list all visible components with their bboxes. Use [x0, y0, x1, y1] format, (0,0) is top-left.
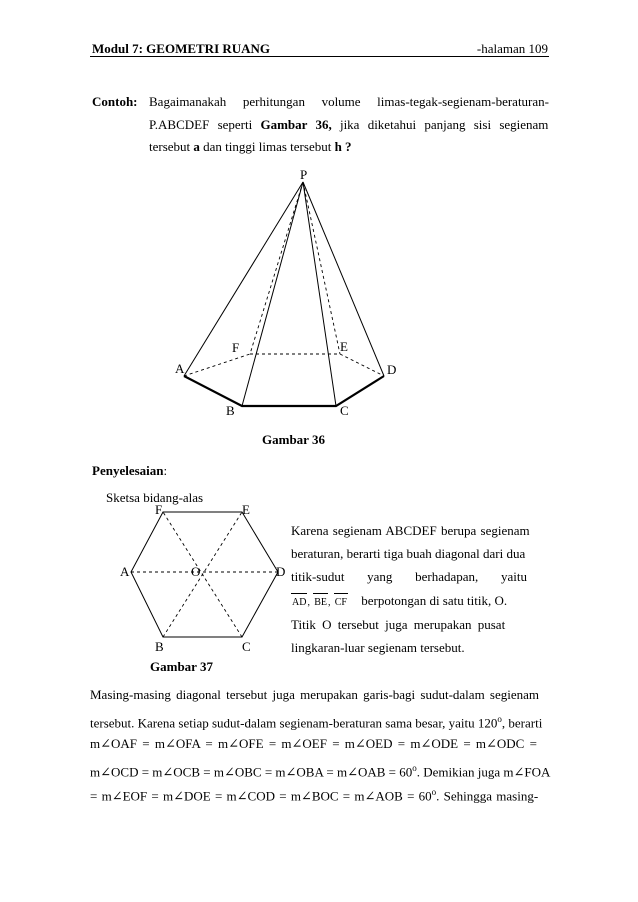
edge-PB [242, 182, 303, 406]
base-front-edges [184, 376, 384, 406]
solution-label-text: Penyelesaian [92, 463, 164, 478]
right-text-rest: berpotongan di satu titik, O. [361, 593, 508, 608]
solution-colon: : [163, 463, 168, 478]
example-line-1 [149, 94, 549, 110]
example-word: limas-tegak-segienam-beraturan- [377, 94, 549, 109]
paragraph-line-5 [90, 784, 549, 804]
paragraph-text: , berarti [501, 715, 543, 731]
paragraph-line-3: m∠OAF = m∠OFA = m∠OFE = m∠OEF = m∠OED = m∠ODE = m∠ODC = [90, 736, 537, 751]
segment-AD: AD [291, 595, 307, 611]
right-text-line-2: beraturan, berarti tiga buah diagonal dari dua [291, 546, 526, 561]
example-text: tersebut [149, 139, 194, 154]
example-text: dan tinggi limas tersebut [199, 139, 335, 154]
figure-37-caption: Gambar 37 [150, 659, 213, 674]
segment-CF: CF [334, 595, 348, 611]
hex-label-E: E [242, 502, 250, 517]
vertex-label-D: D [387, 362, 397, 377]
right-text-word: yang [367, 569, 393, 584]
figure-ref: Gambar 36, [260, 117, 332, 132]
hex-label-B: B [155, 639, 164, 652]
right-text-line-3 [291, 569, 527, 585]
hex-label-A: A [120, 564, 130, 579]
example-text: jika diketahui panjang sisi segienam [331, 117, 549, 132]
hexagon-outline [131, 512, 278, 637]
figure-36-pyramid [170, 166, 420, 418]
hex-label-O: O [191, 564, 201, 579]
right-text-word: yaitu [500, 569, 527, 584]
edge-AF [184, 354, 250, 376]
edge-PE [303, 182, 340, 354]
right-text-line-5: Titik O tersebut juga merupakan pusat [291, 617, 506, 632]
right-text-line-4 [291, 593, 527, 611]
example-label: Contoh: [92, 94, 138, 109]
solution-label [92, 463, 167, 479]
module-title: Modul 7: GEOMETRI RUANG [92, 41, 271, 56]
hex-label-C: C [242, 639, 251, 652]
paragraph-text: . Sehingga masing- [436, 788, 539, 804]
vertex-label-P: P [300, 167, 308, 182]
diagonal-CF [163, 512, 242, 637]
example-word: perhitungan [242, 94, 305, 109]
vertex-label-B: B [226, 403, 235, 418]
edge-PA [184, 182, 303, 376]
paragraph-text: . Demikian juga m∠FOA [416, 764, 551, 780]
example-word: volume [321, 94, 361, 109]
var-h: h ? [334, 139, 352, 154]
var-a: a [193, 139, 200, 154]
paragraph-text: tersebut. Karena setiap sudut-dalam segienam-beraturan sama besar, yaitu 120 [90, 715, 498, 731]
figure-37-hexagon [115, 500, 295, 652]
right-text-line-6: lingkaran-luar segienam tersebut. [291, 640, 465, 655]
edge-PF [250, 182, 303, 354]
hex-label-D: D [276, 564, 286, 579]
segment-BE: BE [313, 595, 328, 611]
right-text-line-1: Karena segienam ABCDEF berupa segienam [291, 523, 530, 538]
example-line-2 [149, 117, 549, 133]
sketch-label: Sketsa bidang-alas [106, 490, 204, 505]
paragraph-text: m∠OCD = m∠OCB = m∠OBC = m∠OBA = m∠OAB = 60 [90, 764, 413, 780]
example-line-3 [149, 139, 549, 155]
separator: , [307, 597, 310, 608]
example-word: Bagaimanakah [149, 94, 227, 109]
degree-sup: o [431, 787, 437, 797]
right-text-word: titik-sudut [291, 569, 345, 584]
right-text-word: berhadapan, [415, 569, 479, 584]
paragraph-text: = m∠EOF = m∠DOE = m∠COD = m∠BOC = m∠AOB = 60 [90, 788, 432, 804]
paragraph-line-2 [90, 711, 549, 731]
vertex-label-E: E [340, 339, 348, 354]
header-rule [90, 56, 549, 57]
vertex-label-A: A [175, 361, 185, 376]
figure-36-caption: Gambar 36 [262, 432, 325, 447]
paragraph-line-1: Masing-masing diagonal tersebut juga merupakan garis-bagi sudut-dalam segienam [90, 687, 540, 702]
paragraph-line-4 [90, 760, 549, 780]
vertex-label-C: C [340, 403, 349, 418]
degree-sup: o [497, 714, 502, 724]
degree-sup: o [412, 763, 417, 773]
edge-ED [340, 354, 384, 376]
separator: , [327, 597, 331, 608]
edge-PC [303, 182, 336, 406]
example-text: P.ABCDEF seperti [149, 117, 261, 132]
hex-label-F: F [155, 502, 163, 517]
vertex-label-F: F [232, 340, 240, 355]
page-number: -halaman 109 [476, 41, 548, 56]
